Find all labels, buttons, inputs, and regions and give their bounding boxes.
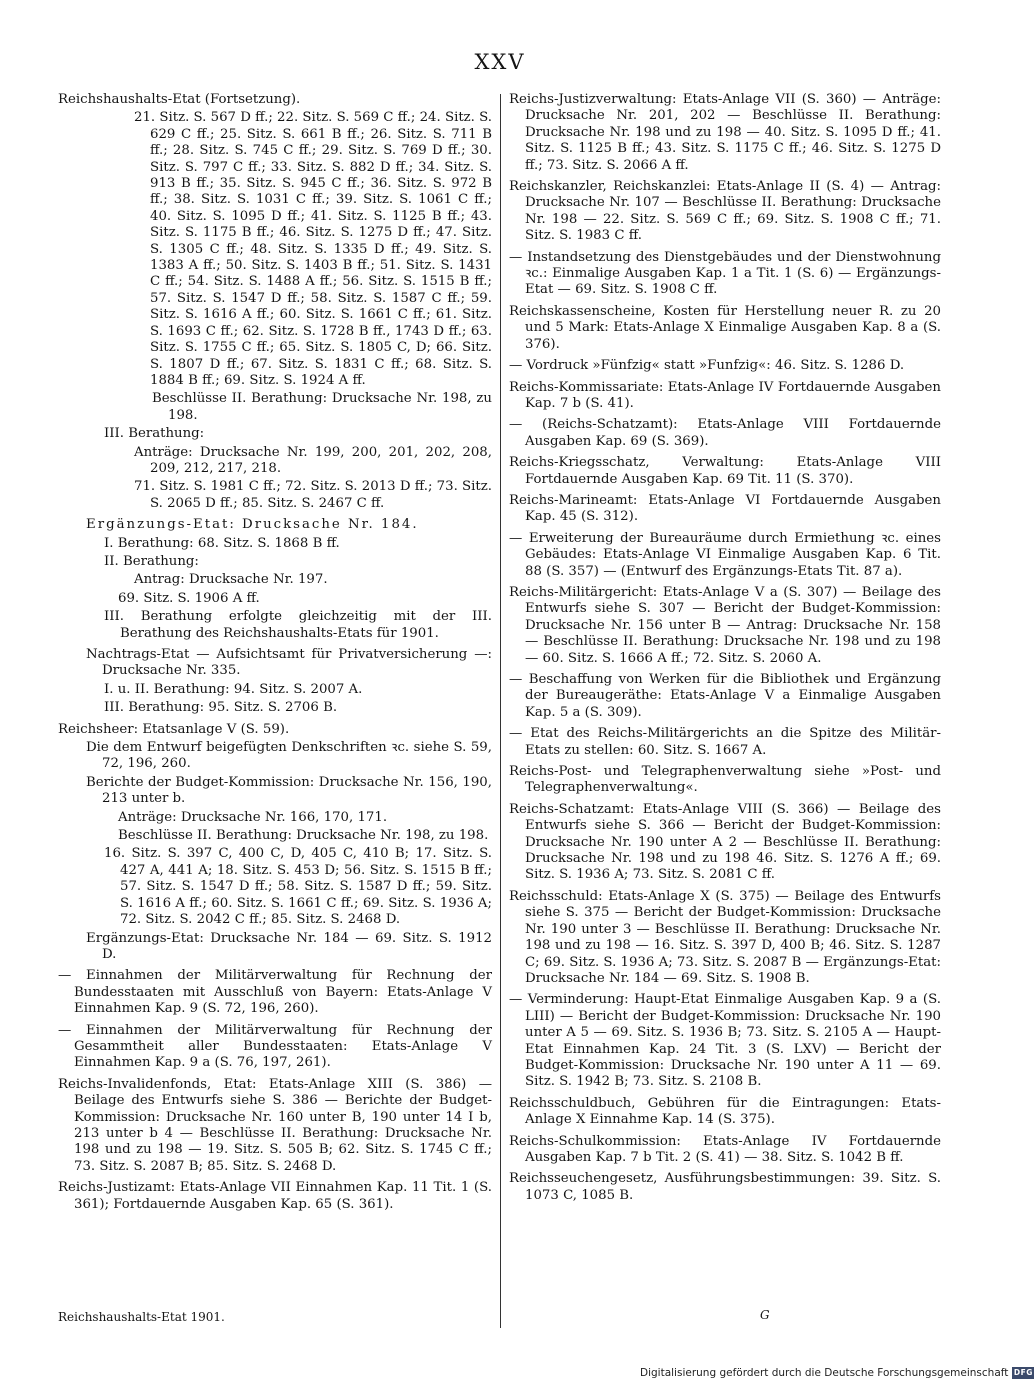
index-entry: Reichs-Post- und Telegraphenverwaltung siehe »Post- und Telegraphenverwaltung«.: [509, 764, 941, 796]
dfg-credit: [640, 1366, 1034, 1379]
index-entry: Anträge: Drucksache Nr. 166, 170, 171.: [118, 809, 388, 825]
index-entry: Reichskanzler, Reichskanzlei: Etats-Anlage II (S. 4) — Antrag: Drucksache Nr. 107 — Beschlüsse II. Berathung: Drucksache Nr. 198 — 22. Sitz. S. 569 C ff.; 69. Sitz. S. 1908 C ff.; 71. Sitz. S. 1983 C ff.: [509, 179, 941, 244]
index-entry: Antrag: Drucksache Nr. 197.: [134, 572, 328, 588]
dfg-logo-icon: [1012, 1366, 1034, 1379]
index-entry: Reichsseuchengesetz, Ausführungsbestimmungen: 39. Sitz. S. 1073 C, 1085 B.: [509, 1171, 941, 1203]
index-entry: Anträge: Drucksache Nr. 199, 200, 201, 202, 208, 209, 212, 217, 218.: [134, 444, 492, 476]
index-entry: 16. Sitz. S. 397 C, 400 C, D, 405 C, 410 B; 17. Sitz. S. 427 A, 441 A; 18. Sitz. S. 453 D; 56. Sitz. S. 1515 B ff.; 57. Sitz. S. 1547 D ff.; 58. Sitz. S. 1587 D ff.; 59. Sitz. S. 1616 A ff.; 60. Sitz. S. 1661 C ff.; 69. Sitz. S. 1936 A; 72. Sitz. S. 2042 C ff.; 85. Sitz. S. 2468 D.: [104, 846, 492, 928]
index-entry: — Instandsetzung des Dienstgebäudes und der Dienstwohnung ꝛc.: Einmalige Ausgaben Kap. 1 a Tit. 1 (S. 6) — Ergänzungs-Etat — 69. Sitz. S. 1908 C ff.: [509, 249, 941, 298]
index-column-right: [509, 92, 941, 1209]
index-entry: — Verminderung: Haupt-Etat Einmalige Ausgaben Kap. 9 a (S. LIII) — Bericht der Budget-Kommission: Drucksache Nr. 190 unter A 5 — 69. Sitz. S. 1936 B; 73. Sitz. S. 2105 A — Haupt-Etat Einnahmen Kap. 24 Tit. 3 (S. LXV) — Bericht der Budget-Kommission: Drucksache Nr. 190 unter A 11 — 69. Sitz. S. 1942 B; 73. Sitz. S. 2108 B.: [509, 992, 941, 1090]
index-entry: Reichsheer: Etatsanlage V (S. 59).: [58, 721, 290, 737]
index-entry: Reichskassenscheine, Kosten für Herstellung neuer R. zu 20 und 5 Mark: Etats-Anlage X Einmalige Ausgaben Kap. 8 a (S. 376).: [509, 303, 941, 352]
index-column-left: [58, 92, 492, 1218]
index-entry: I. u. II. Berathung: 94. Sitz. S. 2007 A.: [104, 681, 363, 697]
index-entry: Nachtrags-Etat — Aufsichtsamt für Privatversicherung —: Drucksache Nr. 335.: [86, 647, 492, 679]
index-entry: — Einnahmen der Militärverwaltung für Rechnung der Gesammtheit aller Bundesstaaten: Etats-Anlage V Einnahmen Kap. 9 a (S. 76, 197, 261).: [58, 1022, 492, 1071]
dfg-credit-text: Digitalisierung gefördert durch die Deutsche Forschungsgemeinschaft: [640, 1366, 1009, 1379]
signature-mark: G: [760, 1308, 770, 1322]
index-entry: Reichsschuldbuch, Gebühren für die Eintragungen: Etats-Anlage X Einnahme Kap. 14 (S. 375).: [509, 1095, 941, 1128]
index-entry: Reichs-Marineamt: Etats-Anlage VI Fortdauernde Ausgaben Kap. 45 (S. 312).: [509, 492, 941, 525]
index-entry: Reichs-Justizamt: Etats-Anlage VII Einnahmen Kap. 11 Tit. 1 (S. 361); Fortdauernde Ausgaben Kap. 65 (S. 361).: [58, 1180, 492, 1212]
index-entry: Reichs-Kommissariate: Etats-Anlage IV Fortdauernde Ausgaben Kap. 7 b (S. 41).: [509, 379, 941, 411]
running-footer: Reichshaushalts-Etat 1901.: [58, 1310, 225, 1324]
index-entry: Berichte der Budget-Kommission: Drucksache Nr. 156, 190, 213 unter b.: [86, 774, 492, 807]
index-entry: II. Berathung:: [104, 553, 199, 569]
index-entry: Reichs-Militärgericht: Etats-Anlage V a (S. 307) — Beilage des Entwurfs siehe S. 307 — Bericht der Budget-Kommission: Drucksache Nr. 156 unter B — Antrag: Drucksache Nr. 158 — Beschlüsse II. Berathung: Drucksache Nr. 198 und zu 198 — 60. Sitz. S. 1666 A ff.; 72. Sitz. S. 2060 A.: [509, 584, 941, 666]
index-entry: Reichs-Kriegsschatz, Verwaltung: Etats-Anlage VIII Fortdauernde Ausgaben Kap. 69 Tit. 11 (S. 370).: [509, 455, 941, 487]
index-entry: — Beschaffung von Werken für die Bibliothek und Ergänzung der Bureaugeräthe: Etats-Anlage V a Einmalige Ausgaben Kap. 5 a (S. 309).: [509, 672, 941, 720]
index-entry: — Erweiterung der Bureauräume durch Ermiethung ꝛc. eines Gebäudes: Etats-Anlage VI Einmalige Ausgaben Kap. 6 Tit. 88 (S. 357) — (Entwurf des Ergänzungs-Etats Tit. 87 a).: [509, 530, 941, 579]
index-entry: Reichshaushalts-Etat (Fortsetzung).: [58, 92, 301, 107]
index-entry: — Etat des Reichs-Militärgerichts an die Spitze des Militär-Etats zu stellen: 60. Sitz. S. 1667 A.: [509, 726, 941, 758]
index-entry: III. Berathung erfolgte gleichzeitig mit der III. Berathung des Reichshaushalts-Etats für 1901.: [104, 609, 492, 641]
index-entry: 71. Sitz. S. 1981 C ff.; 72. Sitz. S. 2013 D ff.; 73. Sitz. S. 2065 D ff.; 85. Sitz. S. 2467 C ff.: [134, 479, 492, 511]
index-entry: Reichs-Schatzamt: Etats-Anlage VIII (S. 366) — Beilage des Entwurfs siehe S. 366 — Bericht der Budget-Kommission: Drucksache Nr. 190 unter A 2 — Beschlüsse II. Berathung: Drucksache Nr. 198 und zu 198 46. Sitz. S. 1276 A ff.; 69. Sitz. S. 1936 A; 73. Sitz. S. 2081 C ff.: [509, 801, 941, 883]
index-entry: Reichs-Justizverwaltung: Etats-Anlage VII (S. 360) — Anträge: Drucksache Nr. 201, 202 — Beschlüsse II. Berathung: Drucksache Nr. 198 und zu 198 — 40. Sitz. S. 1095 D ff.; 41. Sitz. S. 1125 B ff.; 43. Sitz. S. 1175 C ff.; 46. Sitz. S. 1275 D ff.; 73. Sitz. S. 2066 A ff.: [509, 92, 941, 173]
index-entry: III. Berathung:: [104, 426, 205, 442]
index-entry: III. Berathung: 95. Sitz. S. 2706 B.: [104, 700, 338, 716]
index-entry: Reichs-Invalidenfonds, Etat: Etats-Anlage XIII (S. 386) — Beilage des Entwurfs siehe S. 386 — Berichte der Budget-Kommission: Drucksache Nr. 160 unter B, 190 unter 14 I b, 213 unter b 4 — Beschlüsse II. Berathung: Drucksache Nr. 198 und zu 198 — 19. Sitz. S. 505 B; 62. Sitz. S. 1745 C ff.; 73. Sitz. S. 2087 B; 85. Sitz. S. 2468 D.: [58, 1076, 492, 1174]
index-entry: Reichs-Schulkommission: Etats-Anlage IV Fortdauernde Ausgaben Kap. 7 b Tit. 2 (S. 41) — 38. Sitz. S. 1042 B ff.: [509, 1133, 941, 1165]
index-entry: Reichsschuld: Etats-Anlage X (S. 375) — Beilage des Entwurfs siehe S. 375 — Bericht der Budget-Kommission: Drucksache Nr. 190 unter 3 — Beschlüsse II. Berathung: Drucksache Nr. 198 und zu 198 — 16. Sitz. S. 397 D, 400 B; 46. Sitz. S. 1287 C; 69. Sitz. S. 1936 A; 73. Sitz. S. 2087 B — Ergänzungs-Etat: Drucksache Nr. 184 — 69. Sitz. S. 1908 B.: [509, 888, 941, 986]
index-entry: Ergänzungs-Etat: Drucksache Nr. 184 — 69. Sitz. S. 1912 D.: [86, 930, 492, 962]
index-entry: I. Berathung: 68. Sitz. S. 1868 B ff.: [104, 535, 340, 551]
index-entry: — Einnahmen der Militärverwaltung für Rechnung der Bundesstaaten mit Ausschluß von Bayern: Etats-Anlage V Einnahmen Kap. 9 (S. 72, 196, 260).: [58, 968, 492, 1017]
index-entry: Ergänzungs-Etat: Drucksache Nr. 184.: [86, 517, 419, 533]
index-entry: Beschlüsse II. Berathung: Drucksache Nr. 198, zu 198.: [118, 828, 489, 844]
index-entry: 21. Sitz. S. 567 D ff.; 22. Sitz. S. 569 C ff.; 24. Sitz. S. 629 C ff.; 25. Sitz. S. 661 B ff.; 26. Sitz. S. 711 B ff.; 28. Sitz. S. 745 C ff.; 29. Sitz. S. 769 D ff.; 30. Sitz. S. 797 C ff.; 33. Sitz. S. 882 D ff.; 34. Sitz. S. 913 B ff.; 35. Sitz. S. 945 C ff.; 36. Sitz. S. 972 B ff.; 38. Sitz. S. 1031 C ff.; 39. Sitz. S. 1061 C ff.; 40. Sitz. S. 1095 D ff.; 41. Sitz. S. 1125 B ff.; 43. Sitz. S. 1175 B ff.; 46. Sitz. S. 1275 D ff.; 47. Sitz. S. 1305 C ff.; 48. Sitz. S. 1335 D ff.; 49. Sitz. S. 1383 A ff.; 50. Sitz. S. 1403 B ff.; 51. Sitz. S. 1431 C ff.; 54. Sitz. S. 1488 A ff.; 56. Sitz. S. 1515 B ff.; 57. Sitz. S. 1547 D ff.; 58. Sitz. S. 1587 C ff.; 59. Sitz. S. 1616 A ff.; 60. Sitz. S. 1661 C ff.; 61. Sitz. S. 1693 C ff.; 62. Sitz. S. 1728 B ff., 1743 D ff.; 63. Sitz. S. 1755 C ff.; 65. Sitz. S. 1805 C, D; 66. Sitz. S. 1807 D ff.; 67. Sitz. S. 1831 C ff.; 68. Sitz. S. 1884 B ff.; 69. Sitz. S. 1924 A ff.: [134, 110, 492, 388]
index-entry: 69. Sitz. S. 1906 A ff.: [118, 590, 260, 606]
page-number: XXV: [474, 50, 526, 74]
column-divider: [500, 94, 501, 1328]
dfg-logo: DFG: [1013, 1368, 1033, 1377]
index-entry: Die dem Entwurf beigefügten Denkschriften ꝛc. siehe S. 59, 72, 196, 260.: [86, 740, 492, 772]
index-entry: — (Reichs-Schatzamt): Etats-Anlage VIII Fortdauernde Ausgaben Kap. 69 (S. 369).: [509, 417, 941, 449]
index-entry: Beschlüsse II. Berathung: Drucksache Nr. 198, zu 198.: [152, 391, 492, 423]
index-entry: — Vordruck »Fünfzig« statt »Funfzig«: 46. Sitz. S. 1286 D.: [509, 358, 905, 374]
